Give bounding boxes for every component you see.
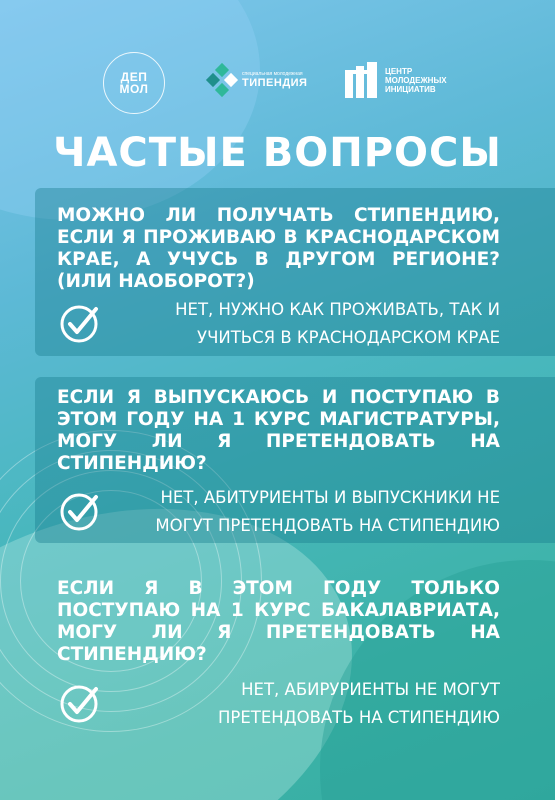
- logo-text: МОЛ: [119, 82, 149, 96]
- faq-question: ЕСЛИ Я ВЫПУСКАЮСЬ И ПОСТУПАЮ В ЭТОМ ГОДУ НА 1 КУРС МАГИСТРАТУРЫ, МОГУ ЛИ Я ПРЕТЕНДОВАТЬ НА СТИПЕНДИЮ?: [57, 387, 500, 474]
- logo-text: специальная молодежная: [242, 71, 303, 77]
- faq-answer: [58, 676, 500, 732]
- dfmol-logo: [103, 52, 165, 114]
- cmi-logo: [345, 60, 447, 100]
- page-title: ЧАСТЫЕ ВОПРОСЫ: [53, 130, 502, 176]
- stipendiya-logo: [208, 60, 307, 100]
- stipendiya-logo-icon: [208, 65, 236, 95]
- logo-text: МОЛОДЕЖНЫХ: [385, 75, 447, 85]
- faq-answer-text: МОГУТ ПРЕТЕНДОВАТЬ НА СТИПЕНДИЮ: [155, 516, 500, 535]
- faq-question: МОЖНО ЛИ ПОЛУЧАТЬ СТИПЕНДИЮ, ЕСЛИ Я ПРОЖИВАЮ В КРАСНОДАРСКОМ КРАЕ, А УЧУСЬ В ДРУГОМ РЕГИОНЕ? (ИЛИ НАОБОРОТ?): [57, 205, 500, 292]
- faq-answer: [58, 484, 500, 540]
- checkmark-circle-icon: [58, 303, 100, 345]
- checkmark-circle-icon: [58, 491, 100, 533]
- cmi-logo-icon: [345, 62, 379, 98]
- faq-answer-text: НЕТ, АБИТУРИЕНТЫ И ВЫПУСКНИКИ НЕ: [160, 488, 500, 507]
- logo-bar: [0, 52, 555, 107]
- checkmark-circle-icon: [58, 683, 100, 725]
- logo-text: ИНИЦИАТИВ: [385, 84, 436, 94]
- faq-answer-text: УЧИТЬСЯ В КРАСНОДАРСКОМ КРАЕ: [197, 328, 500, 347]
- logo-text: ТИПЕНДИЯ: [242, 77, 308, 89]
- faq-answer-text: НЕТ, АБИРУРИЕНТЫ НЕ МОГУТ: [241, 680, 500, 699]
- faq-answer: [58, 296, 500, 352]
- faq-answer-text: ПРЕТЕНДОВАТЬ НА СТИПЕНДИЮ: [218, 708, 500, 727]
- logo-text: ДЕП: [120, 70, 148, 84]
- logo-text: ЦЕНТР: [385, 66, 413, 76]
- faq-answer-text: НЕТ, НУЖНО КАК ПРОЖИВАТЬ, ТАК И: [175, 300, 500, 319]
- faq-question: ЕСЛИ Я В ЭТОМ ГОДУ ТОЛЬКО ПОСТУПАЮ НА 1 КУРС БАКАЛАВРИАТА, МОГУ ЛИ Я ПРЕТЕНДОВАТЬ НА СТИПЕНДИЮ?: [57, 578, 500, 665]
